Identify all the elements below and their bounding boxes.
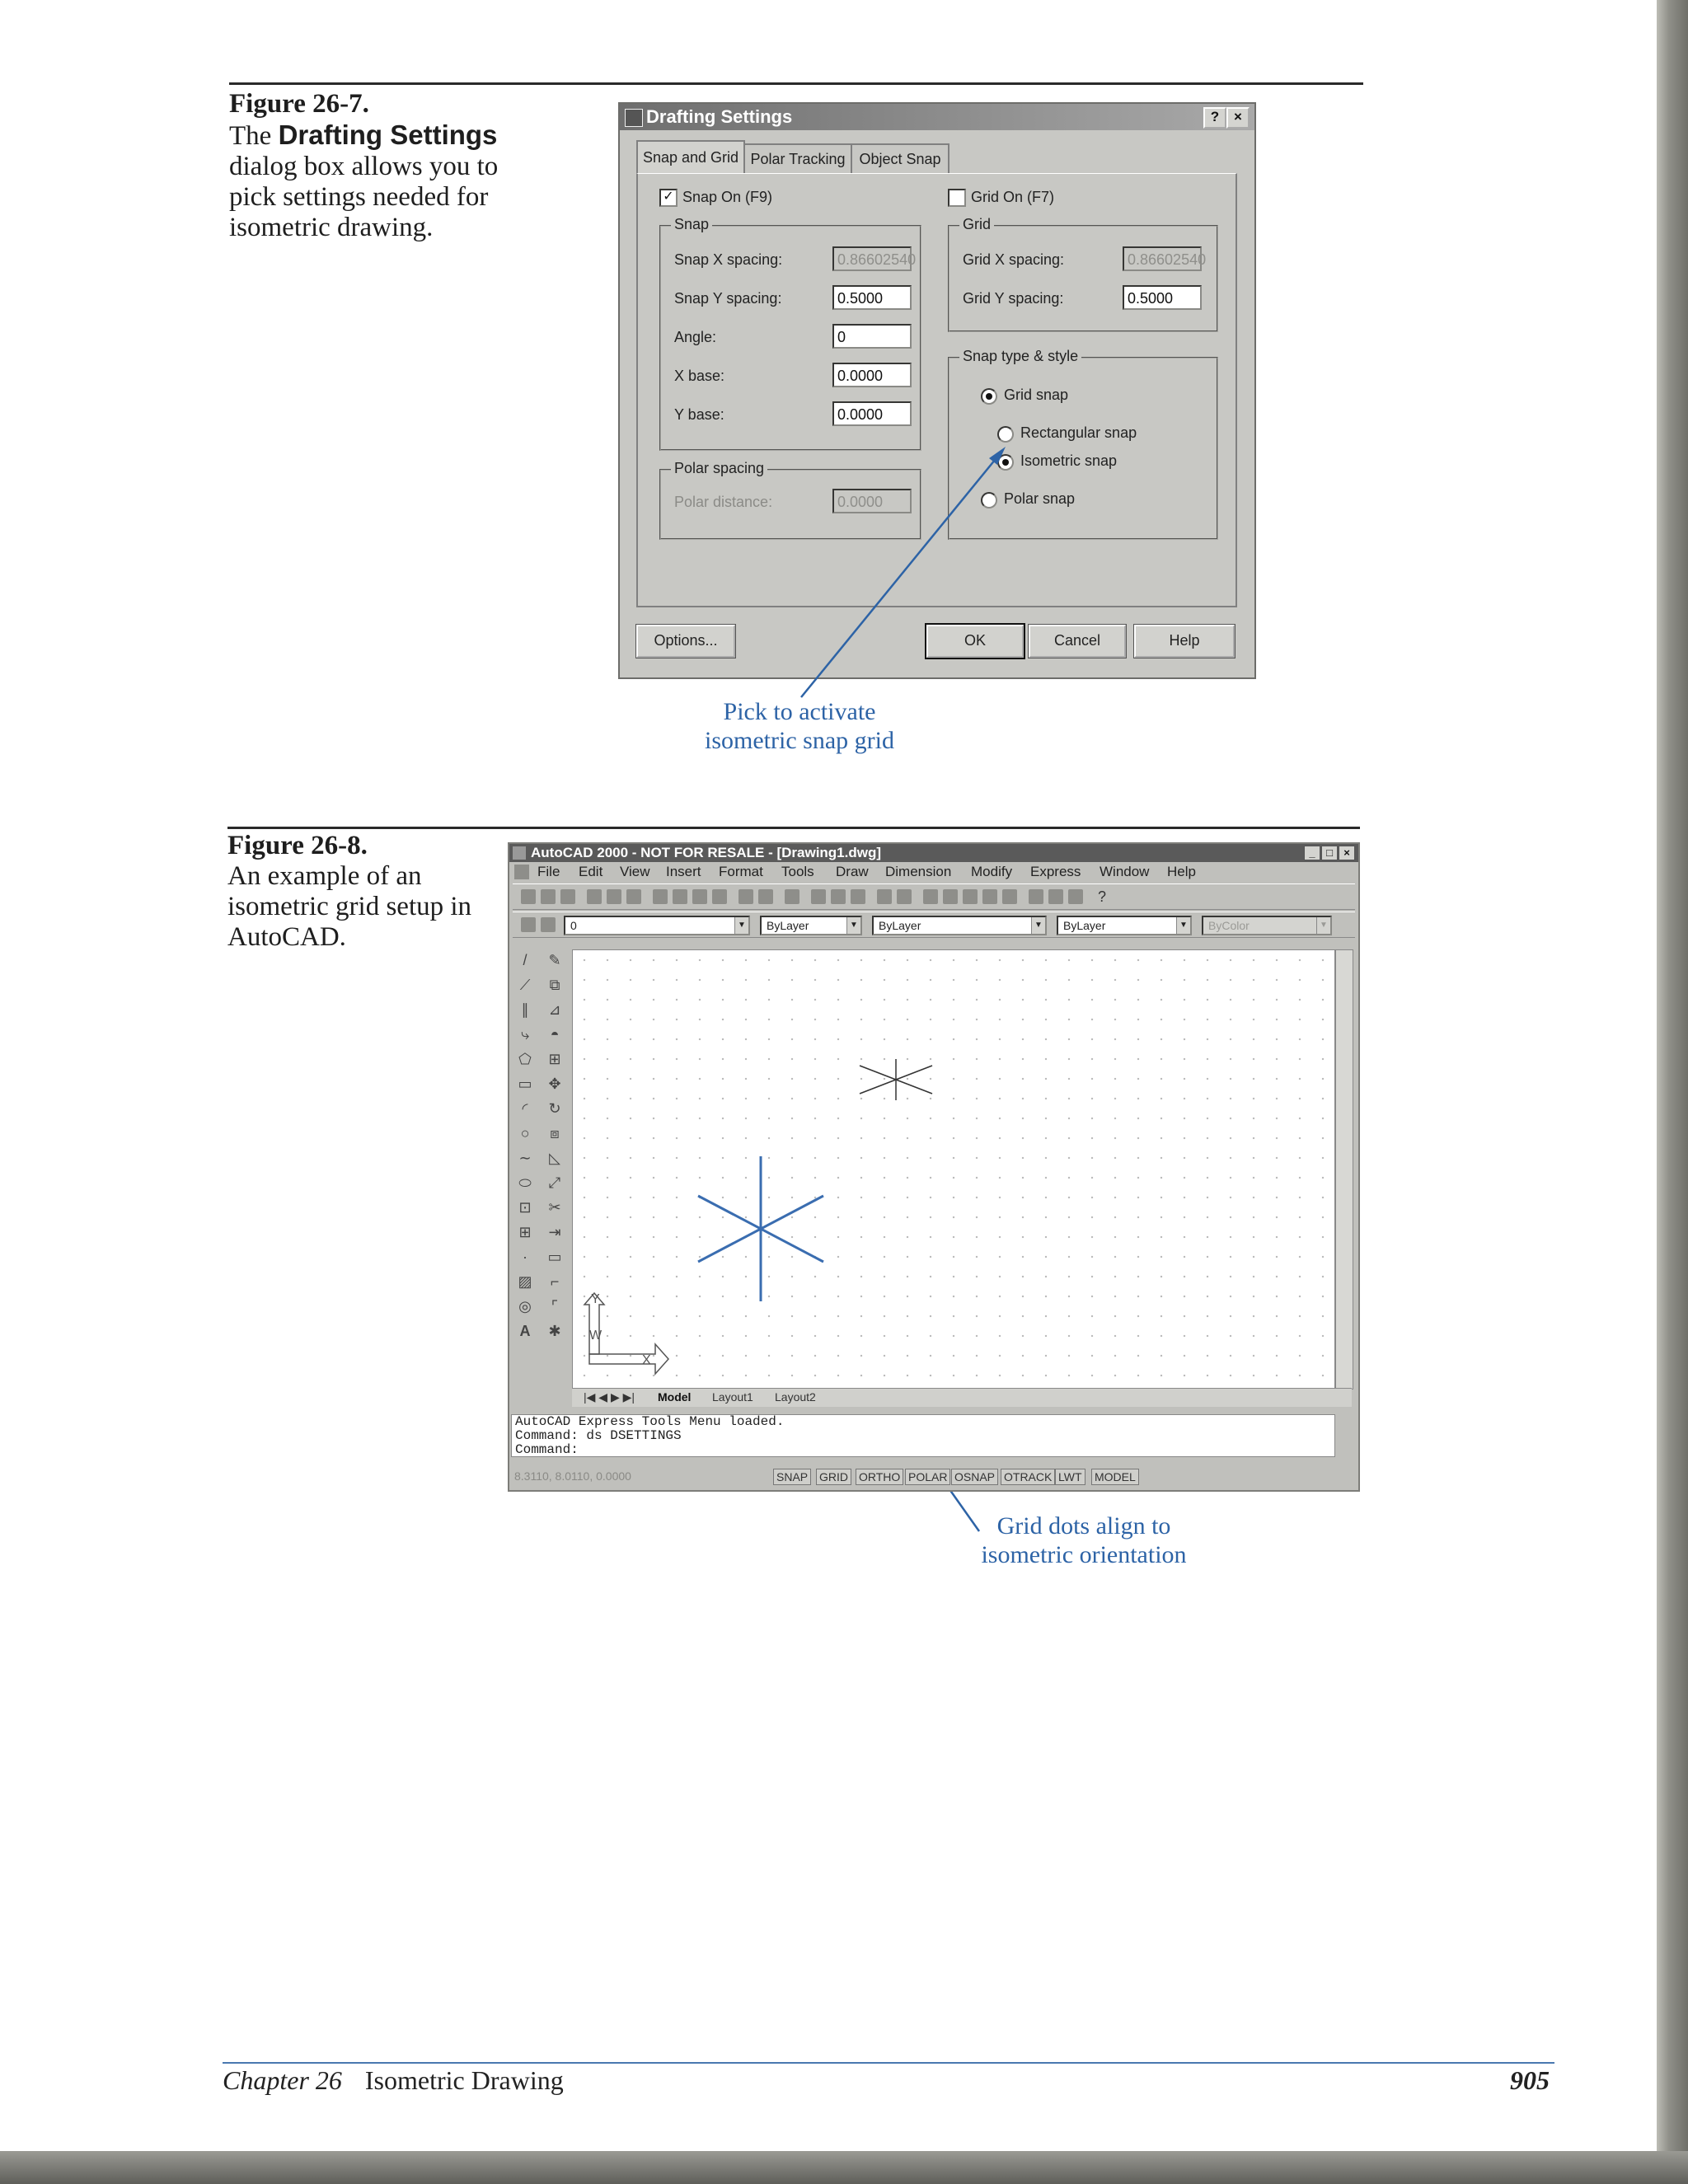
layers-icon[interactable] <box>541 917 556 932</box>
redo-icon[interactable] <box>758 889 773 904</box>
caption-text: dialog box allows you to pick settings needed for isometric drawing. <box>229 152 499 242</box>
caption-text: An example of an isometric grid setup in AutoCAD. <box>227 861 472 952</box>
lineweight-combo[interactable] <box>1057 916 1192 935</box>
polar-mode-button[interactable]: POLAR <box>905 1469 950 1485</box>
chevron-down-icon[interactable]: ▼ <box>734 917 748 934</box>
ucs-w-label: W <box>589 1329 603 1343</box>
y-base-label: Y base: <box>674 406 724 423</box>
document-icon <box>514 865 529 879</box>
snap-y-label: Snap Y spacing: <box>674 290 782 307</box>
angle-input[interactable]: 0 <box>832 324 912 349</box>
polar-spacing-title: Polar spacing <box>671 460 767 477</box>
snap-type-title: Snap type & style <box>959 348 1081 365</box>
explode-icon[interactable]: ✱ <box>548 1323 561 1339</box>
layout-tab-strip <box>572 1388 1352 1407</box>
maximize-button[interactable]: □ <box>1321 846 1338 860</box>
rectangle-icon[interactable]: ▭ <box>518 1076 532 1092</box>
status-bar <box>511 1467 1357 1485</box>
command-prompt: Command: <box>515 1442 579 1457</box>
grid-x-input[interactable]: 0.86602540 <box>1123 246 1202 271</box>
make-block-icon[interactable]: ⊞ <box>518 1224 532 1240</box>
menu-file[interactable]: File <box>537 864 560 879</box>
menu-draw[interactable]: Draw <box>836 864 869 879</box>
isometric-callout-line <box>801 455 999 697</box>
tab-nav-icon[interactable]: |◀ ◀ ▶ ▶| <box>584 1390 635 1404</box>
help-button[interactable]: Help <box>1134 625 1235 658</box>
insert-block-icon[interactable]: ⊡ <box>518 1199 532 1216</box>
zoom-previous-icon[interactable] <box>982 889 997 904</box>
polar-distance-label: Polar distance: <box>674 494 773 510</box>
callout-line-2: isometric orientation <box>981 1541 1187 1568</box>
zoom-realtime-icon[interactable] <box>943 889 958 904</box>
callout-line-1: Pick to activate <box>723 698 876 725</box>
undo-icon[interactable] <box>738 889 753 904</box>
menu-view[interactable]: View <box>620 864 650 879</box>
x-base-label: X base: <box>674 368 725 384</box>
polar-snap-label: Polar snap <box>1004 490 1076 507</box>
grid-y-label: Grid Y spacing: <box>963 290 1064 307</box>
lwt-mode-button[interactable]: LWT <box>1055 1469 1085 1485</box>
options-button[interactable]: Options... <box>636 625 735 658</box>
ucs-icon[interactable] <box>851 889 865 904</box>
coordinates-display: 8.3110, 8.0110, 0.0000 <box>514 1469 631 1483</box>
isometric-callout <box>659 697 940 755</box>
preview-icon[interactable] <box>607 889 621 904</box>
break-icon[interactable]: ▭ <box>547 1249 562 1265</box>
ucs-y-label: Y <box>591 1292 600 1306</box>
cancel-button[interactable]: Cancel <box>1029 625 1126 658</box>
offset-icon[interactable]: ◓ <box>550 1026 560 1043</box>
menu-edit[interactable]: Edit <box>579 864 603 879</box>
draw-modify-toolbars <box>513 951 570 1413</box>
array-icon[interactable]: ⊞ <box>548 1051 561 1067</box>
menu-help[interactable]: Help <box>1167 864 1196 879</box>
named-views-icon[interactable] <box>877 889 892 904</box>
dbconnect-icon[interactable] <box>1068 889 1083 904</box>
print-icon[interactable] <box>587 889 602 904</box>
mirror-icon[interactable]: ⊿ <box>548 1001 561 1018</box>
color-combo[interactable] <box>760 916 862 935</box>
page-number: 905 <box>1510 2065 1550 2095</box>
zoom-window-icon[interactable] <box>963 889 978 904</box>
x-base-input[interactable]: 0.0000 <box>832 363 912 387</box>
autocad-title-bar <box>509 844 1358 862</box>
tab-layout1[interactable]: Layout1 <box>712 1390 753 1404</box>
grid-group-title: Grid <box>959 216 994 233</box>
arc-icon[interactable]: ◜ <box>522 1100 528 1117</box>
snap-y-input[interactable]: 0.5000 <box>832 285 912 310</box>
snap-on-label: Snap On (F9) <box>682 189 773 205</box>
scale-icon[interactable]: ⧈ <box>550 1125 560 1141</box>
snap-x-input[interactable]: 0.86602540 <box>832 246 912 271</box>
chevron-down-icon[interactable]: ▼ <box>1176 917 1190 934</box>
ortho-mode-button[interactable]: ORTHO <box>856 1469 903 1485</box>
menu-bar <box>509 862 1358 882</box>
tab-polar-tracking[interactable]: Polar Tracking <box>743 143 852 173</box>
polar-distance-input[interactable]: 0.0000 <box>832 489 912 513</box>
menu-dimension[interactable]: Dimension <box>885 864 952 879</box>
lengthen-icon[interactable]: ⤢ <box>548 1174 561 1191</box>
3d-orbit-icon[interactable] <box>897 889 912 904</box>
make-layer-current-icon[interactable] <box>521 917 536 932</box>
snap-on-checkbox[interactable]: ✓ <box>659 189 678 207</box>
grid-mode-button[interactable]: GRID <box>816 1469 851 1485</box>
region-icon[interactable]: ◎ <box>518 1298 532 1315</box>
arrowhead-icon <box>989 447 1006 465</box>
chapter-label: Chapter 26 <box>223 2065 342 2095</box>
figure-number: Figure 26-7. <box>229 89 369 119</box>
tab-snap-and-grid[interactable]: Snap and Grid <box>636 140 745 173</box>
chevron-down-icon[interactable]: ▼ <box>846 917 860 934</box>
autocad-icon <box>513 846 526 860</box>
polygon-icon[interactable]: ⬠ <box>518 1051 532 1067</box>
ellipse-icon[interactable]: ⬭ <box>518 1174 532 1191</box>
hatch-icon[interactable]: ▨ <box>518 1273 532 1290</box>
chevron-down-icon[interactable]: ▼ <box>1031 917 1045 934</box>
ucs-x-label: X <box>642 1353 651 1367</box>
construction-line-icon[interactable]: ⟋ <box>519 977 531 993</box>
isometric-snap-label: Isometric snap <box>1020 452 1118 469</box>
ok-button[interactable]: OK <box>926 625 1024 658</box>
ucs-icon <box>584 1292 668 1374</box>
grid-dots-callout <box>948 1511 1220 1569</box>
help-icon[interactable]: ? <box>1097 888 1106 905</box>
hyperlink-icon[interactable] <box>811 889 826 904</box>
erase-icon[interactable]: ✎ <box>548 952 561 968</box>
text-icon[interactable]: A <box>519 1323 531 1339</box>
caption-text: The <box>229 121 279 151</box>
y-base-input[interactable]: 0.0000 <box>832 401 912 426</box>
callout-line-2: isometric snap grid <box>705 727 894 754</box>
grid-snap-label: Grid snap <box>1004 387 1069 403</box>
find-icon[interactable] <box>626 889 641 904</box>
extend-icon[interactable]: ⇥ <box>548 1224 561 1240</box>
menu-insert[interactable]: Insert <box>666 864 701 879</box>
pan-icon[interactable] <box>923 889 938 904</box>
standard-toolbar <box>513 883 1355 910</box>
caption-bold: Drafting Settings <box>278 120 498 150</box>
line-icon[interactable]: / <box>523 952 528 968</box>
color-value: ByLayer <box>767 919 809 932</box>
linetype-value: ByLayer <box>879 919 921 932</box>
circle-icon[interactable]: ○ <box>520 1125 530 1141</box>
trim-icon[interactable]: ✂ <box>548 1199 561 1216</box>
figure-number: Figure 26-8. <box>227 831 368 860</box>
grid-x-label: Grid X spacing: <box>963 251 1065 268</box>
minimize-button[interactable]: _ <box>1304 846 1320 860</box>
save-icon[interactable] <box>560 889 575 904</box>
tracking-icon[interactable] <box>831 889 846 904</box>
move-icon[interactable]: ✥ <box>548 1076 561 1092</box>
grid-y-input[interactable]: 0.5000 <box>1123 285 1202 310</box>
running-footer <box>223 2065 564 2096</box>
plotstyle-value: ByColor <box>1208 919 1250 932</box>
snap-mode-button[interactable]: SNAP <box>773 1469 811 1485</box>
cut-icon[interactable] <box>653 889 668 904</box>
small-crosshair-icon <box>860 1059 932 1100</box>
tab-layout2[interactable]: Layout2 <box>775 1390 816 1404</box>
lineweight-value: ByLayer <box>1063 919 1106 932</box>
otrack-mode-button[interactable]: OTRACK <box>1001 1469 1055 1485</box>
vertical-scrollbar[interactable] <box>1335 949 1353 1390</box>
layer-value: 0 <box>570 919 577 932</box>
fillet-icon[interactable]: ⌜ <box>551 1298 559 1315</box>
paste-icon[interactable] <box>692 889 707 904</box>
zoom-extents-icon[interactable] <box>1002 889 1017 904</box>
footer-rule <box>223 2062 1554 2064</box>
plotstyle-combo[interactable] <box>1202 916 1332 935</box>
menu-format[interactable]: Format <box>719 864 763 879</box>
menu-express[interactable]: Express <box>1030 864 1081 879</box>
object-properties-toolbar <box>513 912 1355 938</box>
copy-icon[interactable] <box>673 889 687 904</box>
tab-object-snap[interactable]: Object Snap <box>851 143 950 173</box>
new-icon[interactable] <box>521 889 536 904</box>
rotate-icon[interactable]: ↻ <box>548 1100 561 1117</box>
figure-rule <box>227 827 1360 829</box>
web-icon[interactable] <box>785 889 799 904</box>
command-line[interactable] <box>511 1414 1335 1457</box>
chamfer-icon[interactable]: ⌐ <box>550 1273 560 1290</box>
copy-object-icon[interactable]: ⧉ <box>549 977 560 993</box>
point-icon[interactable]: · <box>523 1249 528 1265</box>
model-mode-button[interactable]: MODEL <box>1091 1469 1139 1485</box>
osnap-mode-button[interactable]: OSNAP <box>951 1469 998 1485</box>
polyline-icon[interactable]: ⤷ <box>520 1026 530 1043</box>
angle-label: Angle: <box>674 329 717 345</box>
design-center-icon[interactable] <box>1048 889 1063 904</box>
command-history-line: AutoCAD Express Tools Menu loaded. <box>515 1414 785 1429</box>
snap-group-title: Snap <box>671 216 712 233</box>
tab-model[interactable]: Model <box>658 1390 692 1404</box>
drawing-overlay <box>573 950 1334 1389</box>
multiline-icon[interactable]: ∥ <box>521 1001 529 1018</box>
close-button[interactable]: × <box>1226 107 1250 129</box>
callout-line-1: Grid dots align to <box>996 1512 1171 1540</box>
help-title-button[interactable]: ? <box>1203 107 1226 129</box>
close-button[interactable]: × <box>1339 846 1355 860</box>
drawing-area[interactable] <box>572 949 1335 1390</box>
menu-modify[interactable]: Modify <box>971 864 1013 879</box>
layer-combo[interactable] <box>564 916 750 935</box>
isometric-cursor-icon <box>698 1156 823 1301</box>
menu-window[interactable]: Window <box>1100 864 1150 879</box>
grid-on-label: Grid On (F7) <box>971 189 1055 205</box>
window-title: AutoCAD 2000 - NOT FOR RESALE - [Drawing1.dwg] <box>531 845 882 860</box>
rectangular-snap-label: Rectangular snap <box>1020 424 1137 441</box>
match-properties-icon[interactable] <box>712 889 727 904</box>
stretch-icon[interactable]: ◺ <box>549 1150 560 1166</box>
figure-caption <box>227 831 499 953</box>
menu-tools[interactable]: Tools <box>781 864 814 879</box>
chevron-down-icon[interactable]: ▼ <box>1316 917 1330 934</box>
linetype-combo[interactable] <box>872 916 1047 935</box>
properties-icon[interactable] <box>1029 889 1043 904</box>
dialog-title: Drafting Settings <box>646 106 793 127</box>
command-history-line: Command: ds DSETTINGS <box>515 1428 682 1443</box>
autocad-window <box>508 842 1360 1492</box>
chapter-title: Isometric Drawing <box>364 2065 564 2095</box>
open-icon[interactable] <box>541 889 556 904</box>
snap-x-label: Snap X spacing: <box>674 251 783 268</box>
spline-icon[interactable]: ∼ <box>518 1150 532 1166</box>
